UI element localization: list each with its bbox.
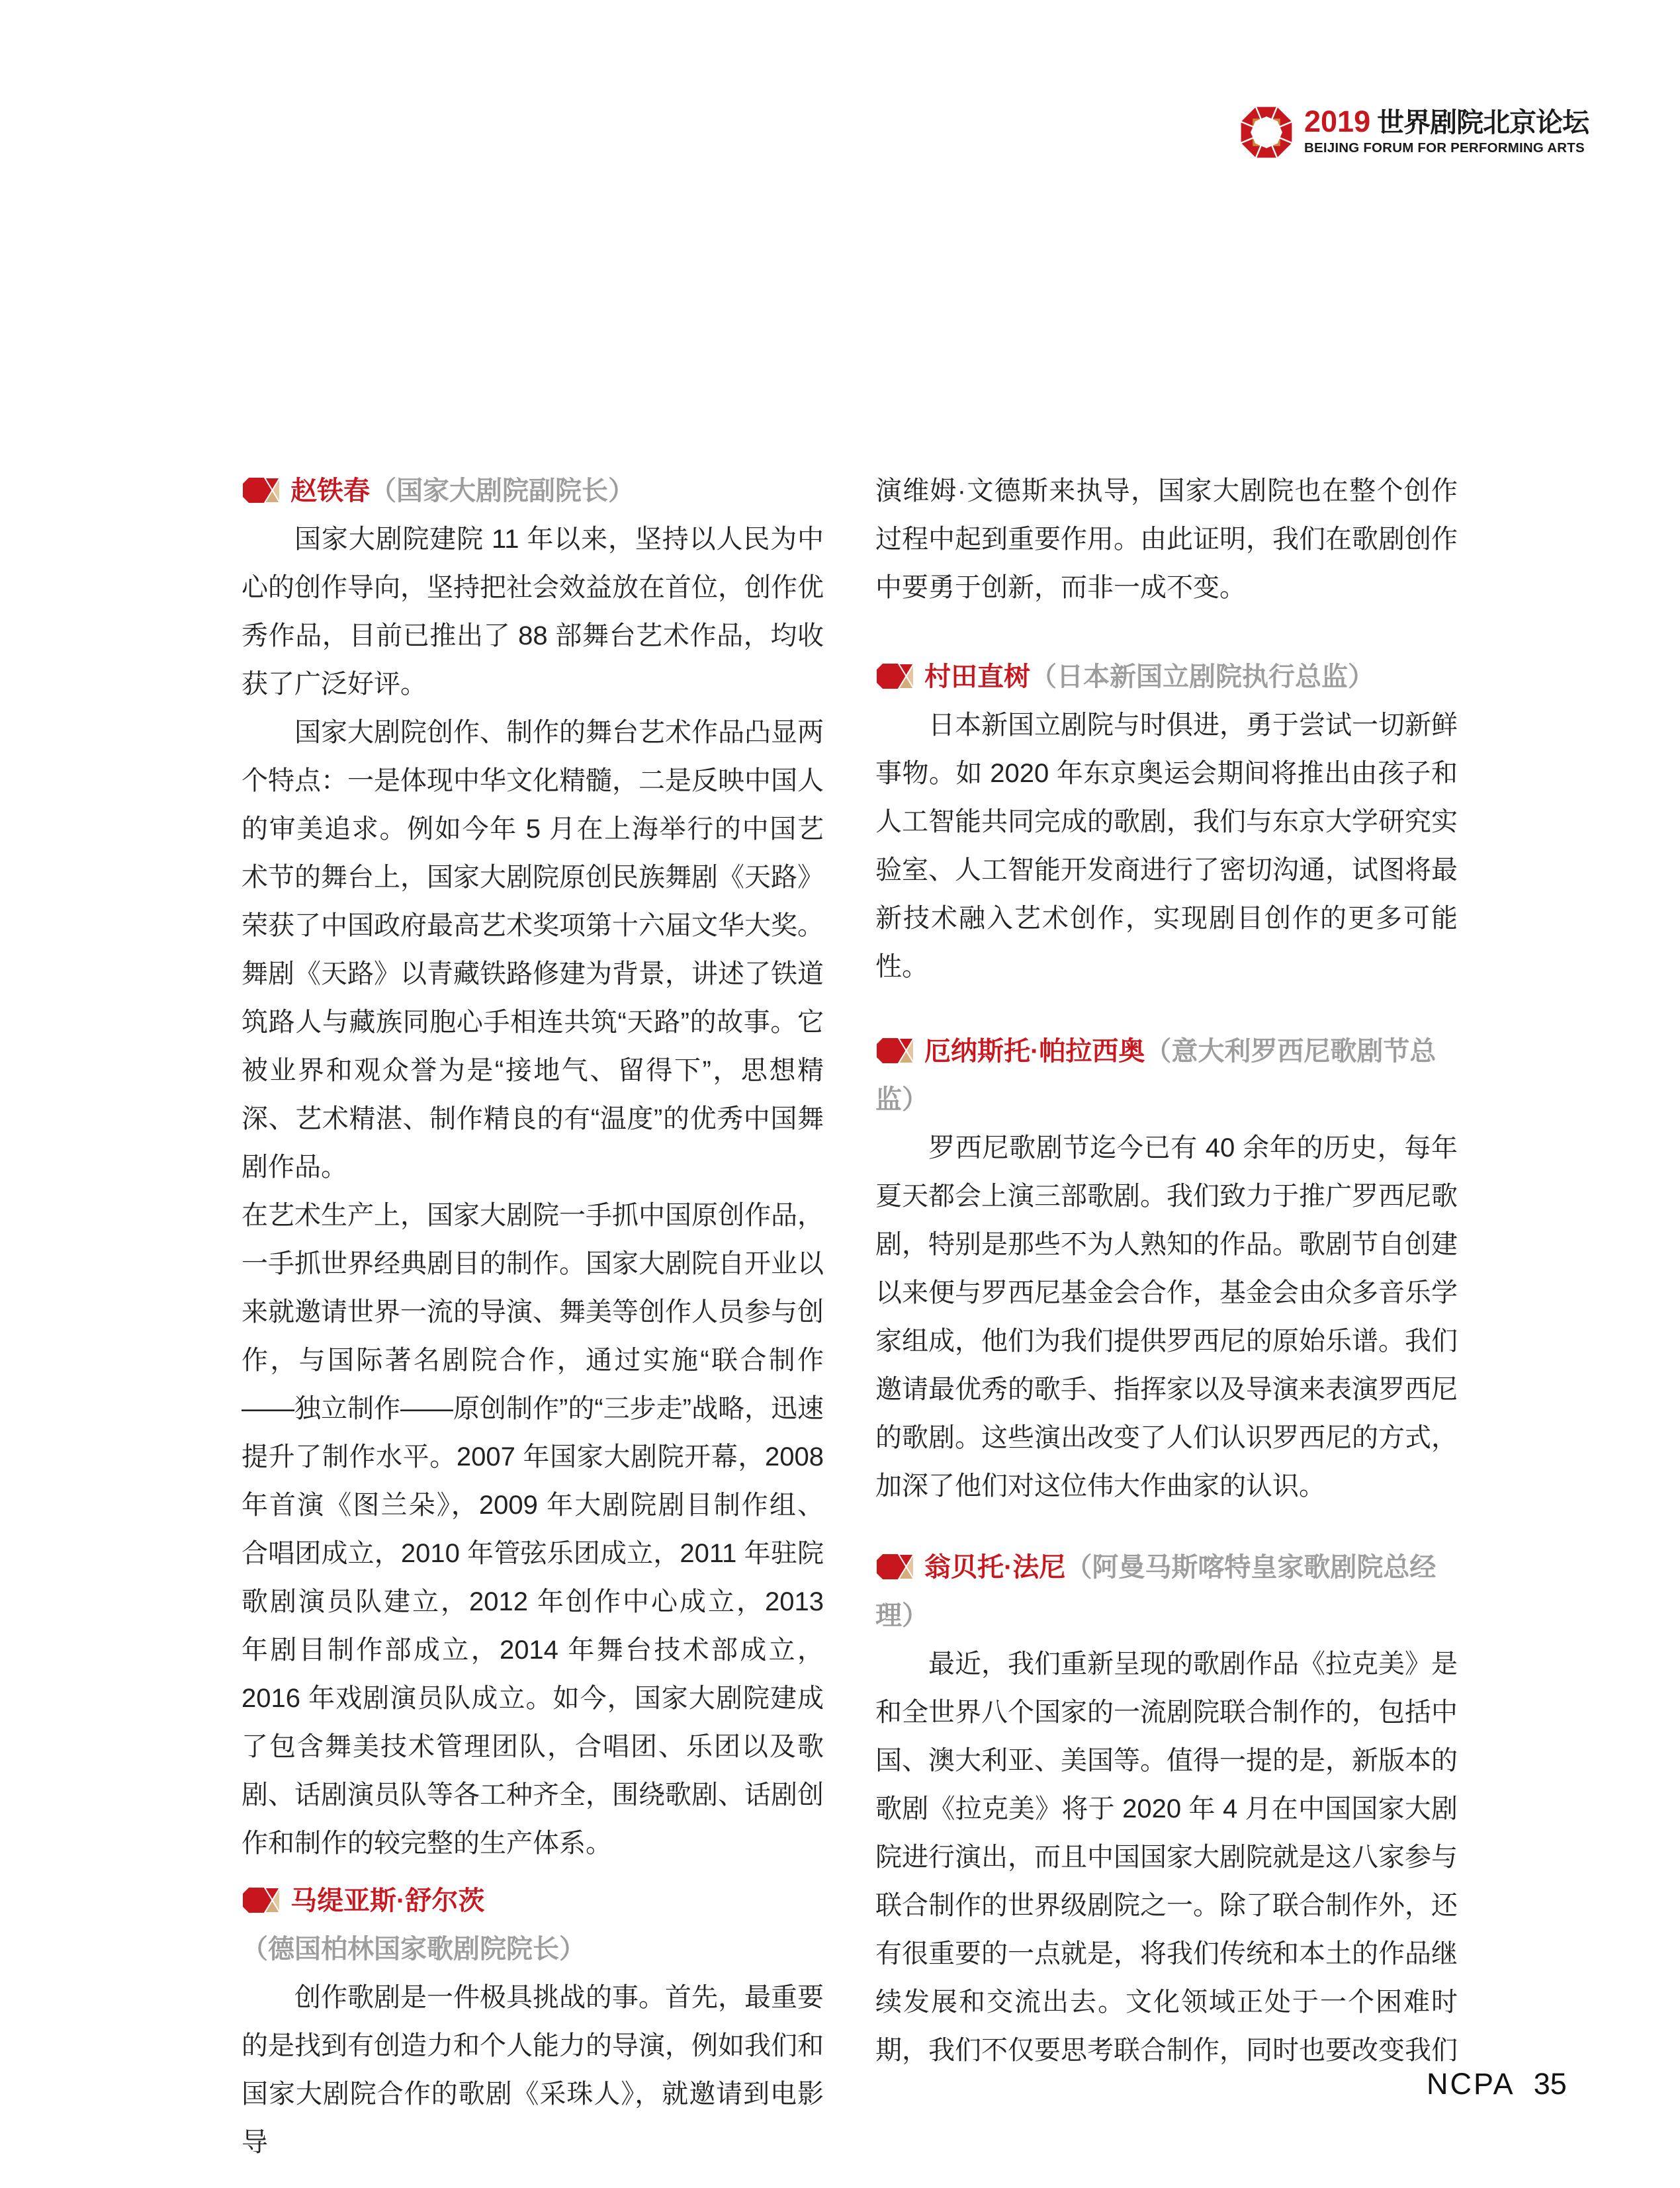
speaker-heading	[875, 653, 1458, 701]
footer-brand: NCPA	[1427, 2067, 1515, 2101]
left-column	[242, 467, 824, 2167]
speaker-title: （德国柏林国家歌剧院院长）	[242, 1935, 586, 1964]
speaker-name: 厄纳斯托·帕拉西奥	[924, 1037, 1145, 1066]
speaker-title: （意大利罗西尼歌剧节总监）	[875, 1037, 1437, 1114]
forum-brand-text	[1304, 106, 1589, 156]
section-marker-icon	[242, 1888, 281, 1913]
body-paragraph: 最近，我们重新呈现的歌剧作品《拉克美》是和全世界八个国家的一流剧院联合制作的，包括中国、澳大利亚、美国等。值得一提的是，新版本的歌剧《拉克美》将于 2020 年 4 月在中国国家大剧院进行演出，而且中国国家大剧院就是这八家参与联合制作的世界级剧院之一。除了联合制作外，还有很重要的一点就是，将我们传统和本土的作品继续发展和交流出去。文化领域正处于一个困难时期，我们不仅要思考联合制作，同时也要改变我们	[875, 1649, 1458, 2065]
forum-title-cn: 世界剧院北京论坛	[1377, 107, 1589, 138]
forum-year: 2019	[1304, 105, 1371, 138]
speaker-name: 赵铁春	[290, 476, 370, 505]
body-paragraph: 国家大剧院建院 11 年以来，坚持以人民为中心的创作导向，坚持把社会效益放在首位，创作优秀作品，目前已推出了 88 部舞台艺术作品，均收获了广泛好评。	[242, 525, 824, 699]
speaker-name: 村田直树	[924, 662, 1030, 691]
body-paragraph: 日本新国立剧院与时俱进，勇于尝试一切新鲜事物。如 2020 年东京奥运会期间将推出由孩子和人工智能共同完成的歌剧，我们与东京大学研究实验室、人工智能开发商进行了密切沟通，试图将最新技术融入艺术创作，实现剧目创作的更多可能性。	[875, 711, 1458, 981]
speaker-heading	[242, 1877, 824, 1974]
speaker-heading	[875, 1028, 1458, 1124]
forum-brand-header	[1239, 106, 1589, 159]
speaker-title: （阿曼马斯喀特皇家歌剧院总经理）	[875, 1553, 1437, 1630]
forum-title-cn-line	[1304, 106, 1589, 138]
section-marker-icon	[242, 478, 281, 503]
body-paragraph: 演维姆·文德斯来执导，国家大剧院也在整个创作过程中起到重要作用。由此证明，我们在歌剧创作中要勇于创新，而非一成不变。	[875, 476, 1458, 602]
page-footer	[1427, 2068, 1567, 2100]
section-marker-icon	[875, 664, 915, 689]
speaker-title: （国家大剧院副院长）	[370, 476, 635, 505]
speaker-title: （日本新国立剧院执行总监）	[1030, 662, 1374, 691]
right-column	[875, 467, 1458, 2075]
speaker-heading	[875, 1544, 1458, 1640]
section-marker-icon	[875, 1038, 915, 1063]
forum-emblem-icon	[1239, 106, 1294, 159]
speaker-name: 翁贝托·法尼	[924, 1553, 1066, 1582]
body-paragraph: 国家大剧院创作、制作的舞台艺术作品凸显两个特点：一是体现中华文化精髓，二是反映中国人的审美追求。例如今年 5 月在上海举行的中国艺术节的舞台上，国家大剧院原创民族舞剧《天路》荣获了中国政府最高艺术奖项第十六届文华大奖。舞剧《天路》以青藏铁路修建为背景，讲述了铁道筑路人与藏族同胞心手相连共筑“天路”的故事。它被业界和观众誉为是“接地气、留得下”，思想精深、艺术精湛、制作精良的有“温度”的优秀中国舞剧作品。	[242, 718, 824, 1182]
speaker-heading	[242, 467, 824, 515]
body-paragraph: 在艺术生产上，国家大剧院一手抓中国原创作品，一手抓世界经典剧目的制作。国家大剧院自开业以来就邀请世界一流的导演、舞美等创作人员参与创作，与国际著名剧院合作，通过实施“联合制作——独立制作——原创制作”的“三步走”战略，迅速提升了制作水平。2007 年国家大剧院开幕，2008 年首演《图兰朵》，2009 年大剧院剧目制作组、合唱团成立，2010 年管弦乐团成立，2011 年驻院歌剧演员队建立，2012 年创作中心成立，2013 年剧目制作部成立，2014 年舞台技术部成立，2016 年戏剧演员队成立。如今，国家大剧院建成了包含舞美技术管理团队，合唱团、乐团以及歌剧、话剧演员队等各工种齐全，围绕歌剧、话剧创作和制作的较完整的生产体系。	[242, 1201, 824, 1858]
section-marker-icon	[875, 1554, 915, 1579]
footer-page-number: 35	[1533, 2067, 1567, 2101]
speaker-name: 马缇亚斯·舒尔茨	[290, 1886, 485, 1915]
body-paragraph: 创作歌剧是一件极具挑战的事。首先，最重要的是找到有创造力和个人能力的导演，例如我们和国家大剧院合作的歌剧《采珠人》，就邀请到电影导	[242, 1983, 824, 2157]
forum-title-en: BEIJING FORUM FOR PERFORMING ARTS	[1304, 140, 1585, 155]
body-paragraph: 罗西尼歌剧节迄今已有 40 余年的历史，每年夏天都会上演三部歌剧。我们致力于推广罗西尼歌剧，特别是那些不为人熟知的作品。歌剧节自创建以来便与罗西尼基金会合作，基金会由众多音乐学家组成，他们为我们提供罗西尼的原始乐谱。我们邀请最优秀的歌手、指挥家以及导演来表演罗西尼的歌剧。这些演出改变了人们认识罗西尼的方式，加深了他们对这位伟大作曲家的认识。	[875, 1133, 1458, 1501]
